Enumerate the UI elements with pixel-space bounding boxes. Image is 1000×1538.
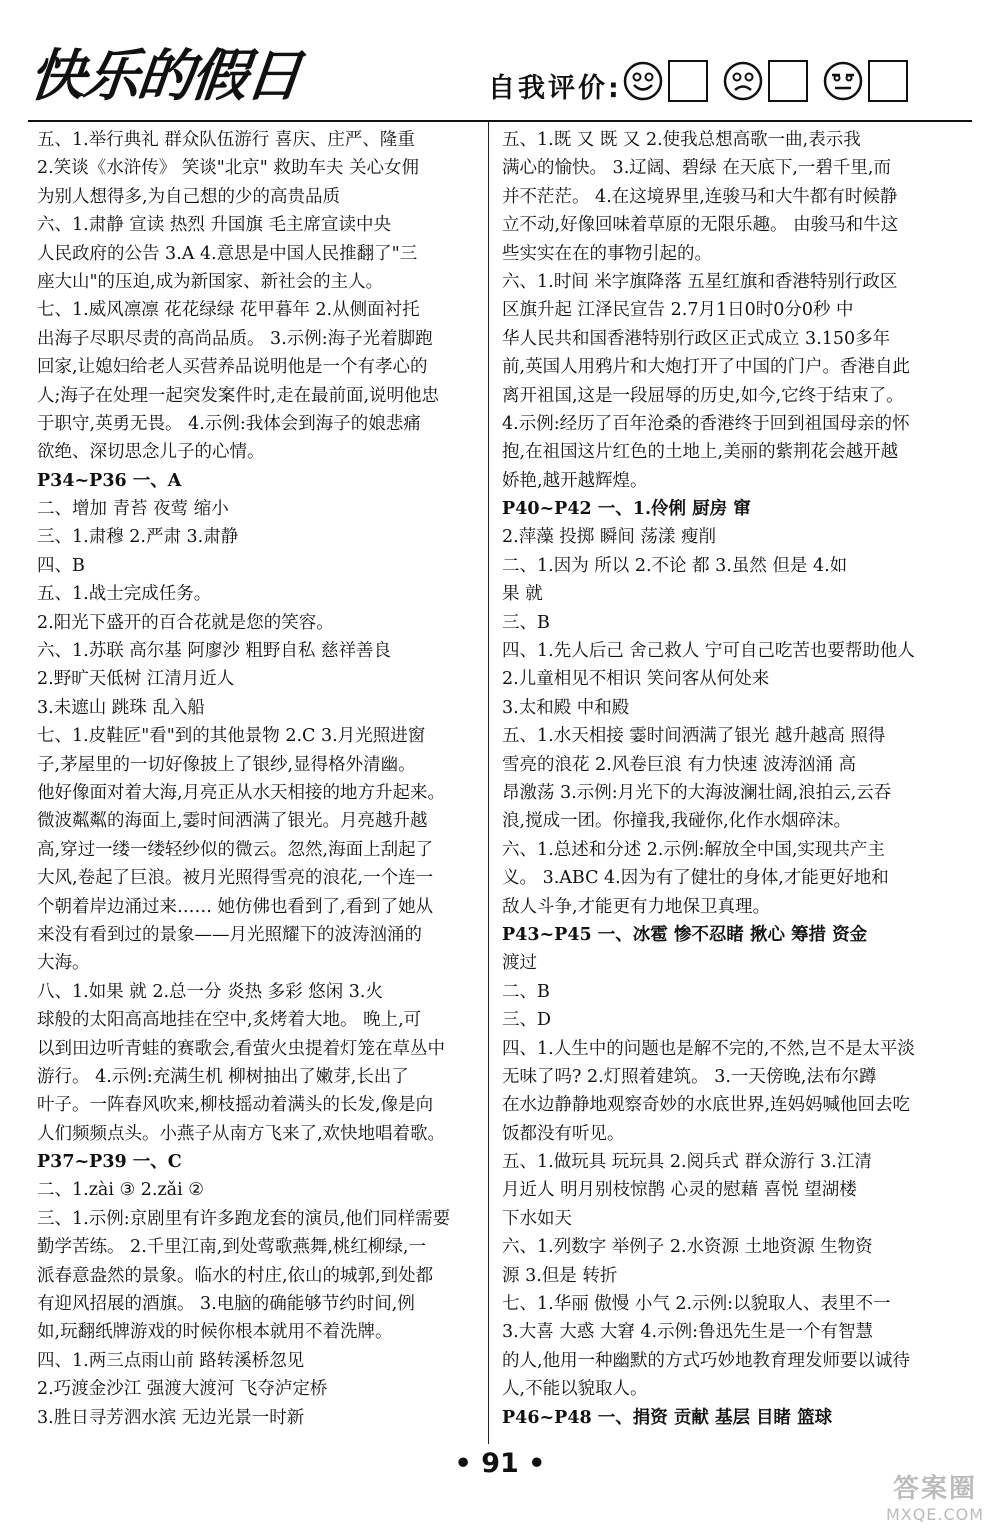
answer-line: 2.巧渡金沙江 强渡大渡河 飞夺泸定桥 (37, 1379, 328, 1400)
answer-line: 离开祖国,这是一段屈辱的历史,如今,它终于结束了。 (502, 385, 904, 406)
answer-line: 3.胜日寻芳泗水滨 无边光景一时新 (37, 1407, 305, 1428)
answer-line: 二、B (502, 981, 550, 1002)
answer-line: 下水如天 (502, 1208, 572, 1229)
answer-line: 他好像面对着大海,月亮正从水天相接的地方升起来。 (37, 782, 446, 803)
answer-line: 敌人斗争,才能更有力地保卫真理。 (502, 896, 771, 917)
answer-line: 四、1.人生中的问题也是解不完的,不然,岂不是太平淡 (502, 1038, 915, 1059)
watermark-logo (880, 1468, 990, 1532)
answer-line: 渡过 (502, 953, 537, 974)
answer-line: 区旗升起 江泽民宣告 2.7月1日0时0分0秒 中 (502, 300, 854, 321)
answer-line: 六、1.列数字 举例子 2.水资源 土地资源 生物资 (502, 1237, 873, 1258)
answer-line: 五、1.举行典礼 群众队伍游行 喜庆、庄严、隆重 (37, 130, 415, 150)
right-column (502, 126, 972, 1432)
answer-line: 个朝着岸边涌过来…… 她仿佛也看到了,看到了她从 (37, 896, 434, 917)
answer-line: 2.笑谈《水浒传》 笑谈"北京" 救助车夫 关心女佣 (37, 158, 419, 179)
answer-line: 抱,在祖国这片红色的土地上,美丽的紫荆花会越开越 (502, 442, 899, 463)
answer-line: 四、1.先人后己 舍己救人 宁可自己吃苦也要帮助他人 (502, 641, 915, 662)
answer-line: 2.野旷天低树 江清月近人 (37, 669, 235, 690)
neutral-face-icon (822, 60, 864, 102)
left-column (37, 126, 482, 1432)
answer-line: 六、1.苏联 高尔基 阿廖沙 粗野自私 慈祥善良 (37, 641, 391, 662)
answer-line: 为别人想得多,为自己想的少的高贵品质 (37, 186, 341, 207)
page-number: • 91 • (454, 1448, 546, 1479)
answer-line: P40~P42 一、1.伶俐 厨房 窜 (502, 499, 751, 520)
answer-line: 3.大喜 大惑 大窘 4.示例:鲁迅先生是一个有智慧 (502, 1322, 873, 1343)
answer-line: 二、增加 青苔 夜莺 缩小 (37, 499, 229, 520)
answer-line: 大风,卷起了巨浪。被月光照得雪亮的浪花,一个连一 (37, 868, 434, 889)
answer-line: 出海子尽职尽责的高尚品质。 3.示例:海子光着脚跑 (37, 328, 433, 349)
answer-line: 五、1.战士完成任务。 (37, 584, 212, 605)
answer-line: 3.太和殿 中和殿 (502, 697, 630, 718)
answer-line: 人们频频点头。小燕子从南方飞来了,欢快地唱着歌。 (37, 1123, 446, 1144)
answer-line: 座大山"的压迫,成为新国家、新社会的主人。 (37, 271, 384, 292)
answer-line: 娇艳,越开越辉煌。 (502, 470, 648, 491)
self-eval-faces (622, 60, 922, 102)
answer-line: 月近人 明月别枝惊鹊 心灵的慰藉 喜悦 望湖楼 (502, 1180, 857, 1201)
answer-line: 四、B (37, 555, 85, 576)
book-logo: 快乐的假日 (26, 44, 303, 109)
answer-line: 球般的太阳高高地挂在空中,炙烤着大地。 晚上,可 (37, 1010, 422, 1031)
answer-line: 二、1.zài ③ 2.zǎi ② (37, 1180, 204, 1201)
watermark-line2: MXQE.COM (885, 1505, 985, 1524)
watermark-line1: 答案圈 (892, 1474, 977, 1504)
answer-line: 三、B (502, 612, 550, 633)
answer-line: 以到田边听青蛙的赛歌会,看萤火虫提着灯笼在草丛中 (37, 1038, 446, 1059)
answer-line: 大海。 (37, 953, 90, 974)
answer-line: 五、1.水天相接 霎时间洒满了银光 越升越高 照得 (502, 726, 886, 747)
answer-line: 回家,让媳妇给老人买营养品说明他是一个有孝心的 (37, 357, 428, 378)
answer-line: 高,穿过一缕一缕轻纱似的微云。忽然,海面上刮起了 (37, 839, 434, 860)
answer-line: 前,英国人用鸦片和大炮打开了中国的门户。香港自此 (502, 357, 911, 378)
answer-line: 七、1.威风凛凛 花花绿绿 花甲暮年 2.从侧面衬托 (37, 300, 420, 321)
answer-line: 勤学苦练。 2.千里江南,到处莺歌燕舞,桃红柳绿,一 (37, 1237, 426, 1258)
answer-line: 在水边静静地观察奇妙的水底世界,连妈妈喊他回去吃 (502, 1095, 911, 1116)
answer-line: 饭都没有听见。 (502, 1123, 625, 1144)
answer-line: 雪亮的浪花 2.风卷巨浪 有力快速 波涛汹涌 高 (502, 754, 856, 775)
header-rule (28, 120, 972, 122)
answer-line: 于职守,英勇无畏。 4.示例:我体会到海子的娘悲痛 (37, 413, 421, 434)
answer-line: 无味了吗? 2.灯照着建筑。 3.一天傍晚,法布尔蹲 (502, 1066, 877, 1087)
self-eval-label: 自我评价: (488, 73, 622, 104)
answer-line: 派春意盎然的景象。临水的村庄,依山的城郭,到处都 (37, 1265, 434, 1286)
neutral-checkbox[interactable] (868, 60, 908, 102)
answer-line: P37~P39 一、C (37, 1152, 182, 1173)
answer-line: P46~P48 一、捐资 贡献 基层 目睹 篮球 (502, 1407, 833, 1428)
answer-line: 三、1.肃穆 2.严肃 3.肃静 (37, 527, 239, 548)
answer-line: 六、1.总述和分述 2.示例:解放全中国,实现共产主 (502, 839, 885, 860)
answer-line: 七、1.皮鞋匠"看"到的其他景物 2.C 3.月光照进窗 (37, 726, 426, 747)
answer-line: 五、1.做玩具 玩玩具 2.阅兵式 群众游行 3.江清 (502, 1152, 872, 1173)
answer-line: 有迎风招展的酒旗。 3.电脑的确能够节约时间,例 (37, 1294, 415, 1315)
answer-line: 六、1.时间 米字旗降落 五星红旗和香港特别行政区 (502, 271, 898, 292)
answer-line: 四、1.两三点雨山前 路转溪桥忽见 (37, 1350, 305, 1371)
answer-line: P43~P45 一、冰雹 惨不忍睹 揪心 筹措 资金 (502, 924, 868, 945)
answer-line: 欲绝、深切思念儿子的心情。 (37, 442, 265, 463)
answer-line: 二、1.因为 所以 2.不论 都 3.虽然 但是 4.如 (502, 555, 848, 576)
answer-line: 八、1.如果 就 2.总一分 炎热 多彩 悠闲 3.火 (37, 981, 383, 1002)
answer-line: 来没有看到过的景象——月光照耀下的波涛汹涌的 (37, 924, 422, 945)
answer-line: 2.萍藻 投掷 瞬间 荡漾 瘦削 (502, 527, 716, 548)
sad-face-icon (722, 60, 764, 102)
column-divider (488, 122, 489, 1444)
answer-line: 三、D (502, 1010, 552, 1031)
answer-line: 三、1.示例:京剧里有许多跑龙套的演员,他们同样需要 (37, 1208, 451, 1229)
answer-line: 如,玩翻纸牌游戏的时候你根本就用不着洗牌。 (37, 1322, 393, 1343)
answer-line: 人,不能以貌取人。 (502, 1379, 648, 1400)
answer-line: 游行。 4.示例:充满生机 柳树抽出了嫩芽,长出了 (37, 1066, 409, 1087)
answer-line: 果 就 (502, 584, 543, 605)
answer-line: 义。 3.ABC 4.因为有了健壮的身体,才能更好地和 (502, 868, 889, 889)
answer-line: 立不动,好像回味着草原的无限乐趣。 由骏马和牛这 (502, 215, 899, 236)
answer-line: 微波粼粼的海面上,霎时间洒满了银光。月亮越升越 (37, 811, 428, 832)
answer-line: 浪,搅成一团。你撞我,我碰你,化作水烟碎沫。 (502, 811, 852, 832)
answer-line: 2.阳光下盛开的百合花就是您的笑容。 (37, 612, 334, 633)
answer-line: 3.未遮山 跳珠 乱入船 (37, 697, 205, 718)
answer-line: 子,茅屋里的一切好像披上了银纱,显得格外清幽。 (37, 754, 416, 775)
answer-line: 六、1.肃静 宣读 热烈 升国旗 毛主席宣读中央 (37, 215, 391, 236)
answer-line: 五、1.既 又 既 又 2.使我总想高歌一曲,表示我 (502, 130, 861, 150)
answer-line: 些实实在在的事物引起的。 (502, 243, 712, 264)
answer-line: 人民政府的公告 3.A 4.意思是中国人民推翻了"三 (37, 243, 418, 264)
answer-line: 源 3.但是 转折 (502, 1265, 618, 1286)
answer-line: 4.示例:经历了百年沧桑的香港终于回到祖国母亲的怀 (502, 413, 910, 434)
answer-line: P34~P36 一、A (37, 470, 182, 491)
answer-line: 叶子。一阵春风吹来,柳枝摇动着满头的长发,像是向 (37, 1095, 434, 1116)
page-header (0, 0, 1000, 122)
answer-line: 七、1.华丽 傲慢 小气 2.示例:以貌取人、表里不一 (502, 1294, 891, 1315)
answer-line: 并不茫茫。 4.在这境界里,连骏马和大牛都有时候静 (502, 186, 898, 207)
smile-face-icon (622, 60, 664, 102)
sad-checkbox[interactable] (768, 60, 808, 102)
answer-line: 满心的愉快。 3.辽阔、碧绿 在天底下,一碧千里,而 (502, 158, 891, 179)
answer-line: 的人,他用一种幽默的方式巧妙地教育理发师要以诚待 (502, 1350, 911, 1371)
smile-checkbox[interactable] (668, 60, 708, 102)
answer-line: 2.儿童相见不相识 笑问客从何处来 (502, 669, 770, 690)
answer-line: 昂激荡 3.示例:月光下的大海波澜壮阔,浪拍云,云吞 (502, 782, 892, 803)
answer-line: 华人民共和国香港特别行政区正式成立 3.150多年 (502, 328, 891, 349)
answer-line: 人;海子在处理一起突发案件时,走在最前面,说明他忠 (37, 385, 440, 406)
